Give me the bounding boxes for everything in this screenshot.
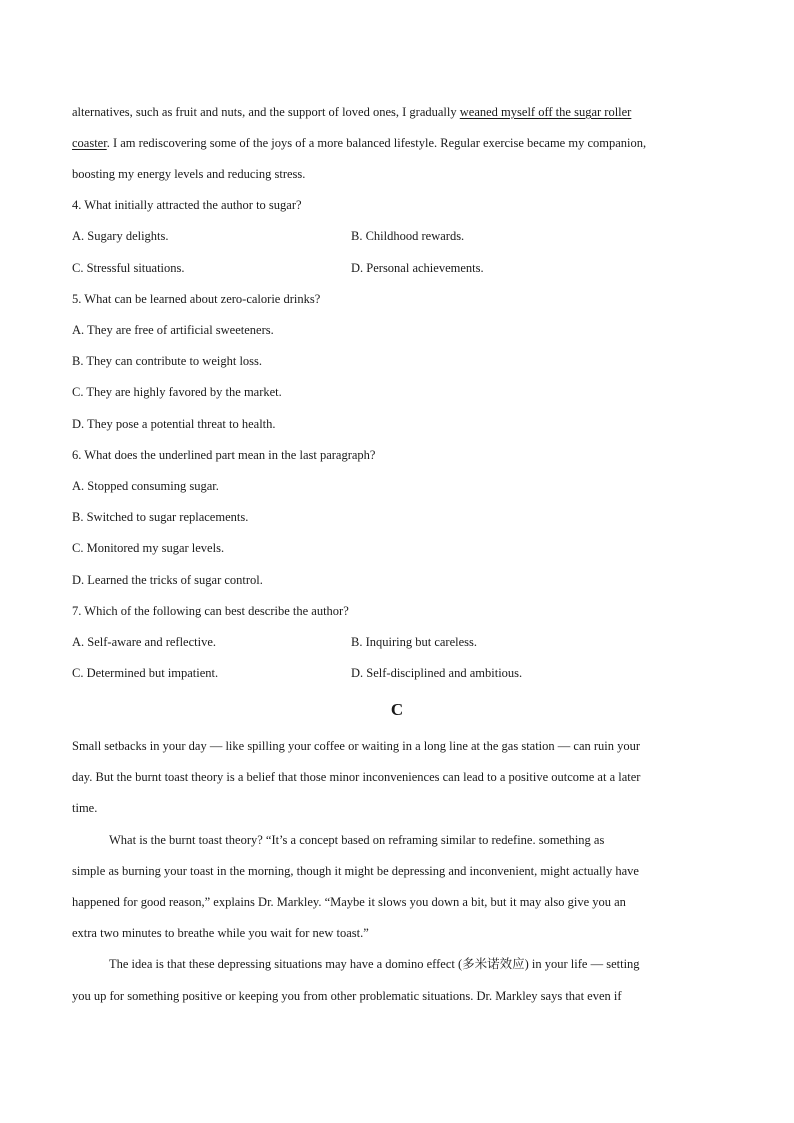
paragraph-line: The idea is that these depressing situations may have a domino effect (多米诺效应) in your life — setting: [109, 957, 640, 971]
question-stem: 6. What does the underlined part mean in the last paragraph?: [72, 448, 376, 462]
option-d[interactable]: D. Learned the tricks of sugar control.: [72, 573, 263, 587]
paragraph-line: day. But the burnt toast theory is a belief that those minor inconveniences can lead to a positive outcome at a later: [72, 770, 641, 784]
paragraph-line: Small setbacks in your day — like spilling your coffee or waiting in a long line at the gas station — can ruin your: [72, 739, 641, 753]
option-c[interactable]: C. Determined but impatient.: [72, 666, 219, 680]
paragraph-line: you up for something positive or keeping you from other problematic situations. Dr. Markley says that even if: [72, 989, 622, 1003]
option-a[interactable]: A. Sugary delights.: [72, 229, 169, 243]
option-row: [72, 634, 722, 650]
paragraph-line: extra two minutes to breathe while you wait for new toast.”: [72, 926, 369, 940]
paragraph-line: happened for good reason,” explains Dr. Markley. “Maybe it slows you down a bit, but it may also give you an: [72, 895, 626, 909]
underlined-phrase: coaster: [72, 136, 107, 150]
option-d[interactable]: D. Self-disciplined and ambitious.: [351, 666, 523, 680]
option-d[interactable]: D. They pose a potential threat to health.: [72, 417, 276, 431]
option-d[interactable]: D. Personal achievements.: [351, 261, 484, 275]
option-b[interactable]: B. Switched to sugar replacements.: [72, 510, 249, 524]
question-stem: 7. Which of the following can best describe the author?: [72, 604, 349, 618]
paragraph-line: What is the burnt toast theory? “It’s a concept based on reframing similar to redefine. something as: [109, 833, 605, 847]
question-stem: 5. What can be learned about zero-calorie drinks?: [72, 292, 321, 306]
option-c[interactable]: C. Monitored my sugar levels.: [72, 541, 225, 555]
option-a[interactable]: A. Self-aware and reflective.: [72, 635, 217, 649]
option-b[interactable]: B. Inquiring but careless.: [351, 635, 478, 649]
passage-line: [72, 104, 631, 120]
option-row: [72, 260, 722, 276]
question-stem: 4. What initially attracted the author to sugar?: [72, 198, 302, 212]
underlined-phrase: weaned myself off the sugar roller: [459, 105, 632, 119]
option-c[interactable]: C. They are highly favored by the market.: [72, 385, 282, 399]
passage-line: [72, 135, 646, 151]
passage-line: boosting my energy levels and reducing stress.: [72, 167, 306, 181]
section-title: C: [390, 700, 404, 719]
option-row: [72, 228, 722, 244]
option-b[interactable]: B. They can contribute to weight loss.: [72, 354, 263, 368]
option-row: [72, 665, 722, 681]
option-a[interactable]: A. They are free of artificial sweeteners.: [72, 323, 274, 337]
option-c[interactable]: C. Stressful situations.: [72, 261, 185, 275]
passage-text: . I am rediscovering some of the joys of a more balanced lifestyle. Regular exercise became my companion,: [106, 136, 647, 150]
passage-text: alternatives, such as fruit and nuts, and the support of loved ones, I gradually: [72, 105, 460, 119]
option-b[interactable]: B. Childhood rewards.: [351, 229, 465, 243]
option-a[interactable]: A. Stopped consuming sugar.: [72, 479, 219, 493]
paragraph-line: simple as burning your toast in the morning, though it might be depressing and inconvenient, might actually have: [72, 864, 639, 878]
paragraph-line: time.: [72, 801, 98, 815]
